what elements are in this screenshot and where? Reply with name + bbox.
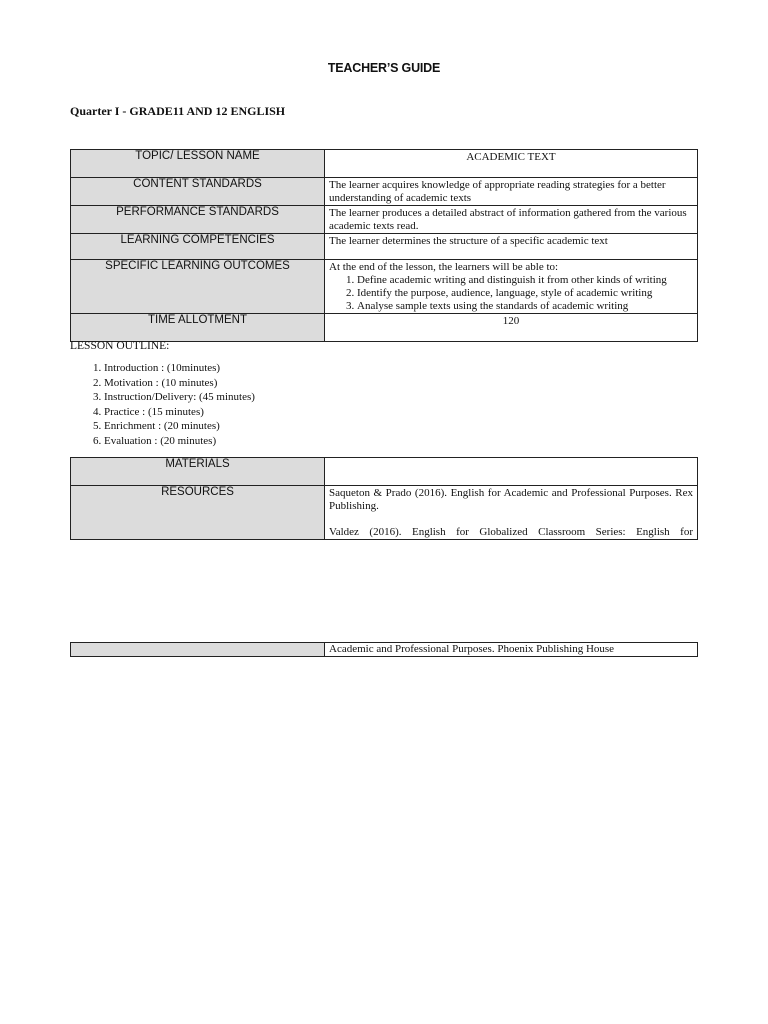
table-row <box>71 486 698 540</box>
table-row <box>71 458 698 486</box>
quarter-heading: Quarter I - GRADE11 AND 12 ENGLISH <box>70 104 286 118</box>
list-item: 1. Introduction : (10minutes) <box>104 361 255 376</box>
time-allotment-value: 120 <box>325 314 698 342</box>
materials-label: MATERIALS <box>71 458 325 486</box>
topic-value: ACADEMIC TEXT <box>325 150 698 178</box>
resource-item: Valdez (2016). English for Globalized Classroom Series: English for <box>329 526 693 538</box>
list-item: 5. Enrichment : (20 minutes) <box>104 419 255 434</box>
resources-label-continued <box>71 643 325 657</box>
table-row <box>71 643 698 657</box>
list-item: 6. Evaluation : (20 minutes) <box>104 434 255 449</box>
time-allotment-label: TIME ALLOTMENT <box>71 314 325 342</box>
resource-item-continued: Academic and Professional Purposes. Phoenix Publishing House <box>325 643 698 657</box>
resource-item: Saqueton & Prado (2016). English for Academic and Professional Purposes. Rex Publishing. <box>329 487 693 512</box>
content-standards-value: The learner acquires knowledge of appropriate reading strategies for a better understanding of academic texts <box>325 178 698 206</box>
page-title: TEACHER’S GUIDE <box>327 61 441 75</box>
resources-value <box>325 486 698 540</box>
resources-continued-table <box>70 642 698 657</box>
outcomes-list <box>329 274 693 313</box>
list-item: 2. Identify the purpose, audience, language, style of academic writing <box>357 287 693 300</box>
list-item: 3. Instruction/Delivery: (45 minutes) <box>104 390 255 405</box>
lesson-outline-heading: LESSON OUTLINE: <box>70 340 170 352</box>
lesson-outline-list <box>70 361 255 448</box>
materials-table <box>70 457 698 540</box>
topic-label: TOPIC/ LESSON NAME <box>71 150 325 178</box>
learning-outcomes-value <box>325 260 698 314</box>
content-standards-label: CONTENT STANDARDS <box>71 178 325 206</box>
learning-outcomes-label: SPECIFIC LEARNING OUTCOMES <box>71 260 325 314</box>
materials-value <box>325 458 698 486</box>
lesson-table <box>70 149 698 342</box>
resources-label: RESOURCES <box>71 486 325 540</box>
table-row <box>71 260 698 314</box>
list-item: 3. Analyse sample texts using the standards of academic writing <box>357 300 693 313</box>
learning-competencies-label: LEARNING COMPETENCIES <box>71 234 325 260</box>
outcomes-intro: At the end of the lesson, the learners will be able to: <box>329 261 559 273</box>
list-item: 4. Practice : (15 minutes) <box>104 405 255 420</box>
table-row <box>71 150 698 178</box>
table-row <box>71 314 698 342</box>
learning-competencies-value: The learner determines the structure of a specific academic text <box>325 234 698 260</box>
performance-standards-label: PERFORMANCE STANDARDS <box>71 206 325 234</box>
table-row <box>71 234 698 260</box>
table-row <box>71 178 698 206</box>
list-item: 1. Define academic writing and distinguish it from other kinds of writing <box>357 274 693 287</box>
table-row <box>71 206 698 234</box>
list-item: 2. Motivation : (10 minutes) <box>104 376 255 391</box>
performance-standards-value: The learner produces a detailed abstract of information gathered from the various academic texts read. <box>325 206 698 234</box>
